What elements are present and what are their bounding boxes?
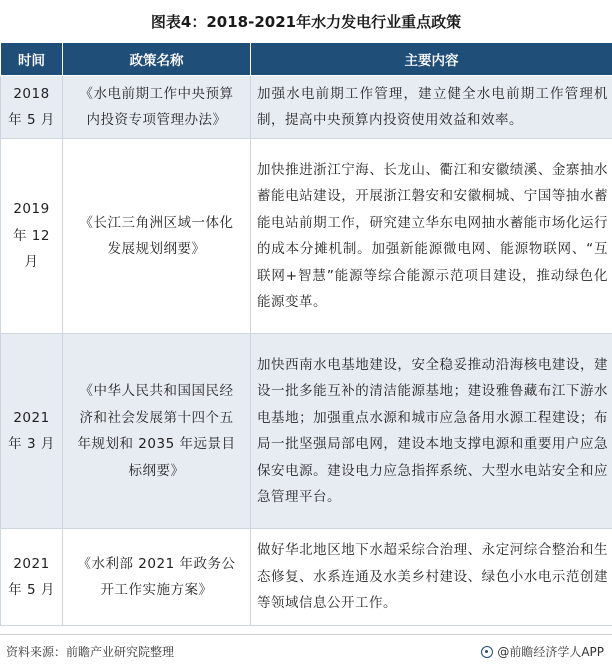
row-content: 做好华北地区地下水超采综合治理、永定河综合整治和生态修复、水系连通及水美乡村建设、绿色小水电示范创建等领域信息公开工作。: [251, 529, 612, 626]
table-row: [1, 334, 612, 529]
row-content: 加强水电前期工作管理，建立健全水电前期工作管理机制，提高中央预算内投资使用效益和效率。: [251, 76, 612, 139]
row-content: 加快西南水电基地建设，安全稳妥推动沿海核电建设，建设一批多能互补的清洁能源基地；建设雅鲁藏布江下游水电基地；加强重点水源和城市应急备用水源工程建设；布局一批坚强局部电网，建设本地支撑电源和重要用户应急保安电源。建设电力应急指挥系统、大型水电站安全和应急管理平台。: [251, 334, 612, 529]
row-time: 2018 年 5 月: [1, 76, 63, 139]
row-policy-name: 《长江三角洲区域一体化发展规划纲要》: [63, 139, 251, 334]
footer: [0, 634, 612, 665]
table-row: [1, 529, 612, 626]
chart-title: 图表4：2018-2021年水力发电行业重点政策: [150, 12, 462, 31]
table-row: [1, 76, 612, 139]
row-policy-name: 《水利部 2021 年政务公开工作实施方案》: [63, 529, 251, 626]
brand-credit: [481, 643, 604, 660]
header-main-content: 主要内容: [251, 43, 612, 76]
header-policy-name: 政策名称: [63, 43, 251, 76]
table-row: [1, 139, 612, 334]
row-time: 2019 年 12 月: [1, 139, 63, 334]
brand-label: @前瞻经济学人APP: [497, 645, 604, 659]
source-note: 资料来源：前瞻产业研究院整理: [6, 645, 175, 659]
row-time: 2021 年 3 月: [1, 334, 63, 529]
row-policy-name: 《水电前期工作中央预算内投资专项管理办法》: [63, 76, 251, 139]
row-time: 2021 年 5 月: [1, 529, 63, 626]
table-header-row: [1, 43, 612, 76]
brand-logo-icon: [481, 646, 493, 658]
row-policy-name: 《中华人民共和国国民经济和社会发展第十四个五年规划和 2035 年远景目标纲要》: [63, 334, 251, 529]
row-content: 加快推进浙江宁海、长龙山、衢江和安徽绩溪、金寨抽水蓄能电站建设，开展浙江磐安和安徽桐城、宁国等抽水蓄能电站前期工作，研究建立华东电网抽水蓄能市场化运行的成本分摊机制。加强新能源微电网、能源物联网、“互联网+智慧”能源等综合能源示范项目建设，推动绿色化能源变革。: [251, 139, 612, 334]
policy-table: [0, 42, 612, 626]
header-time: 时间: [1, 43, 63, 76]
